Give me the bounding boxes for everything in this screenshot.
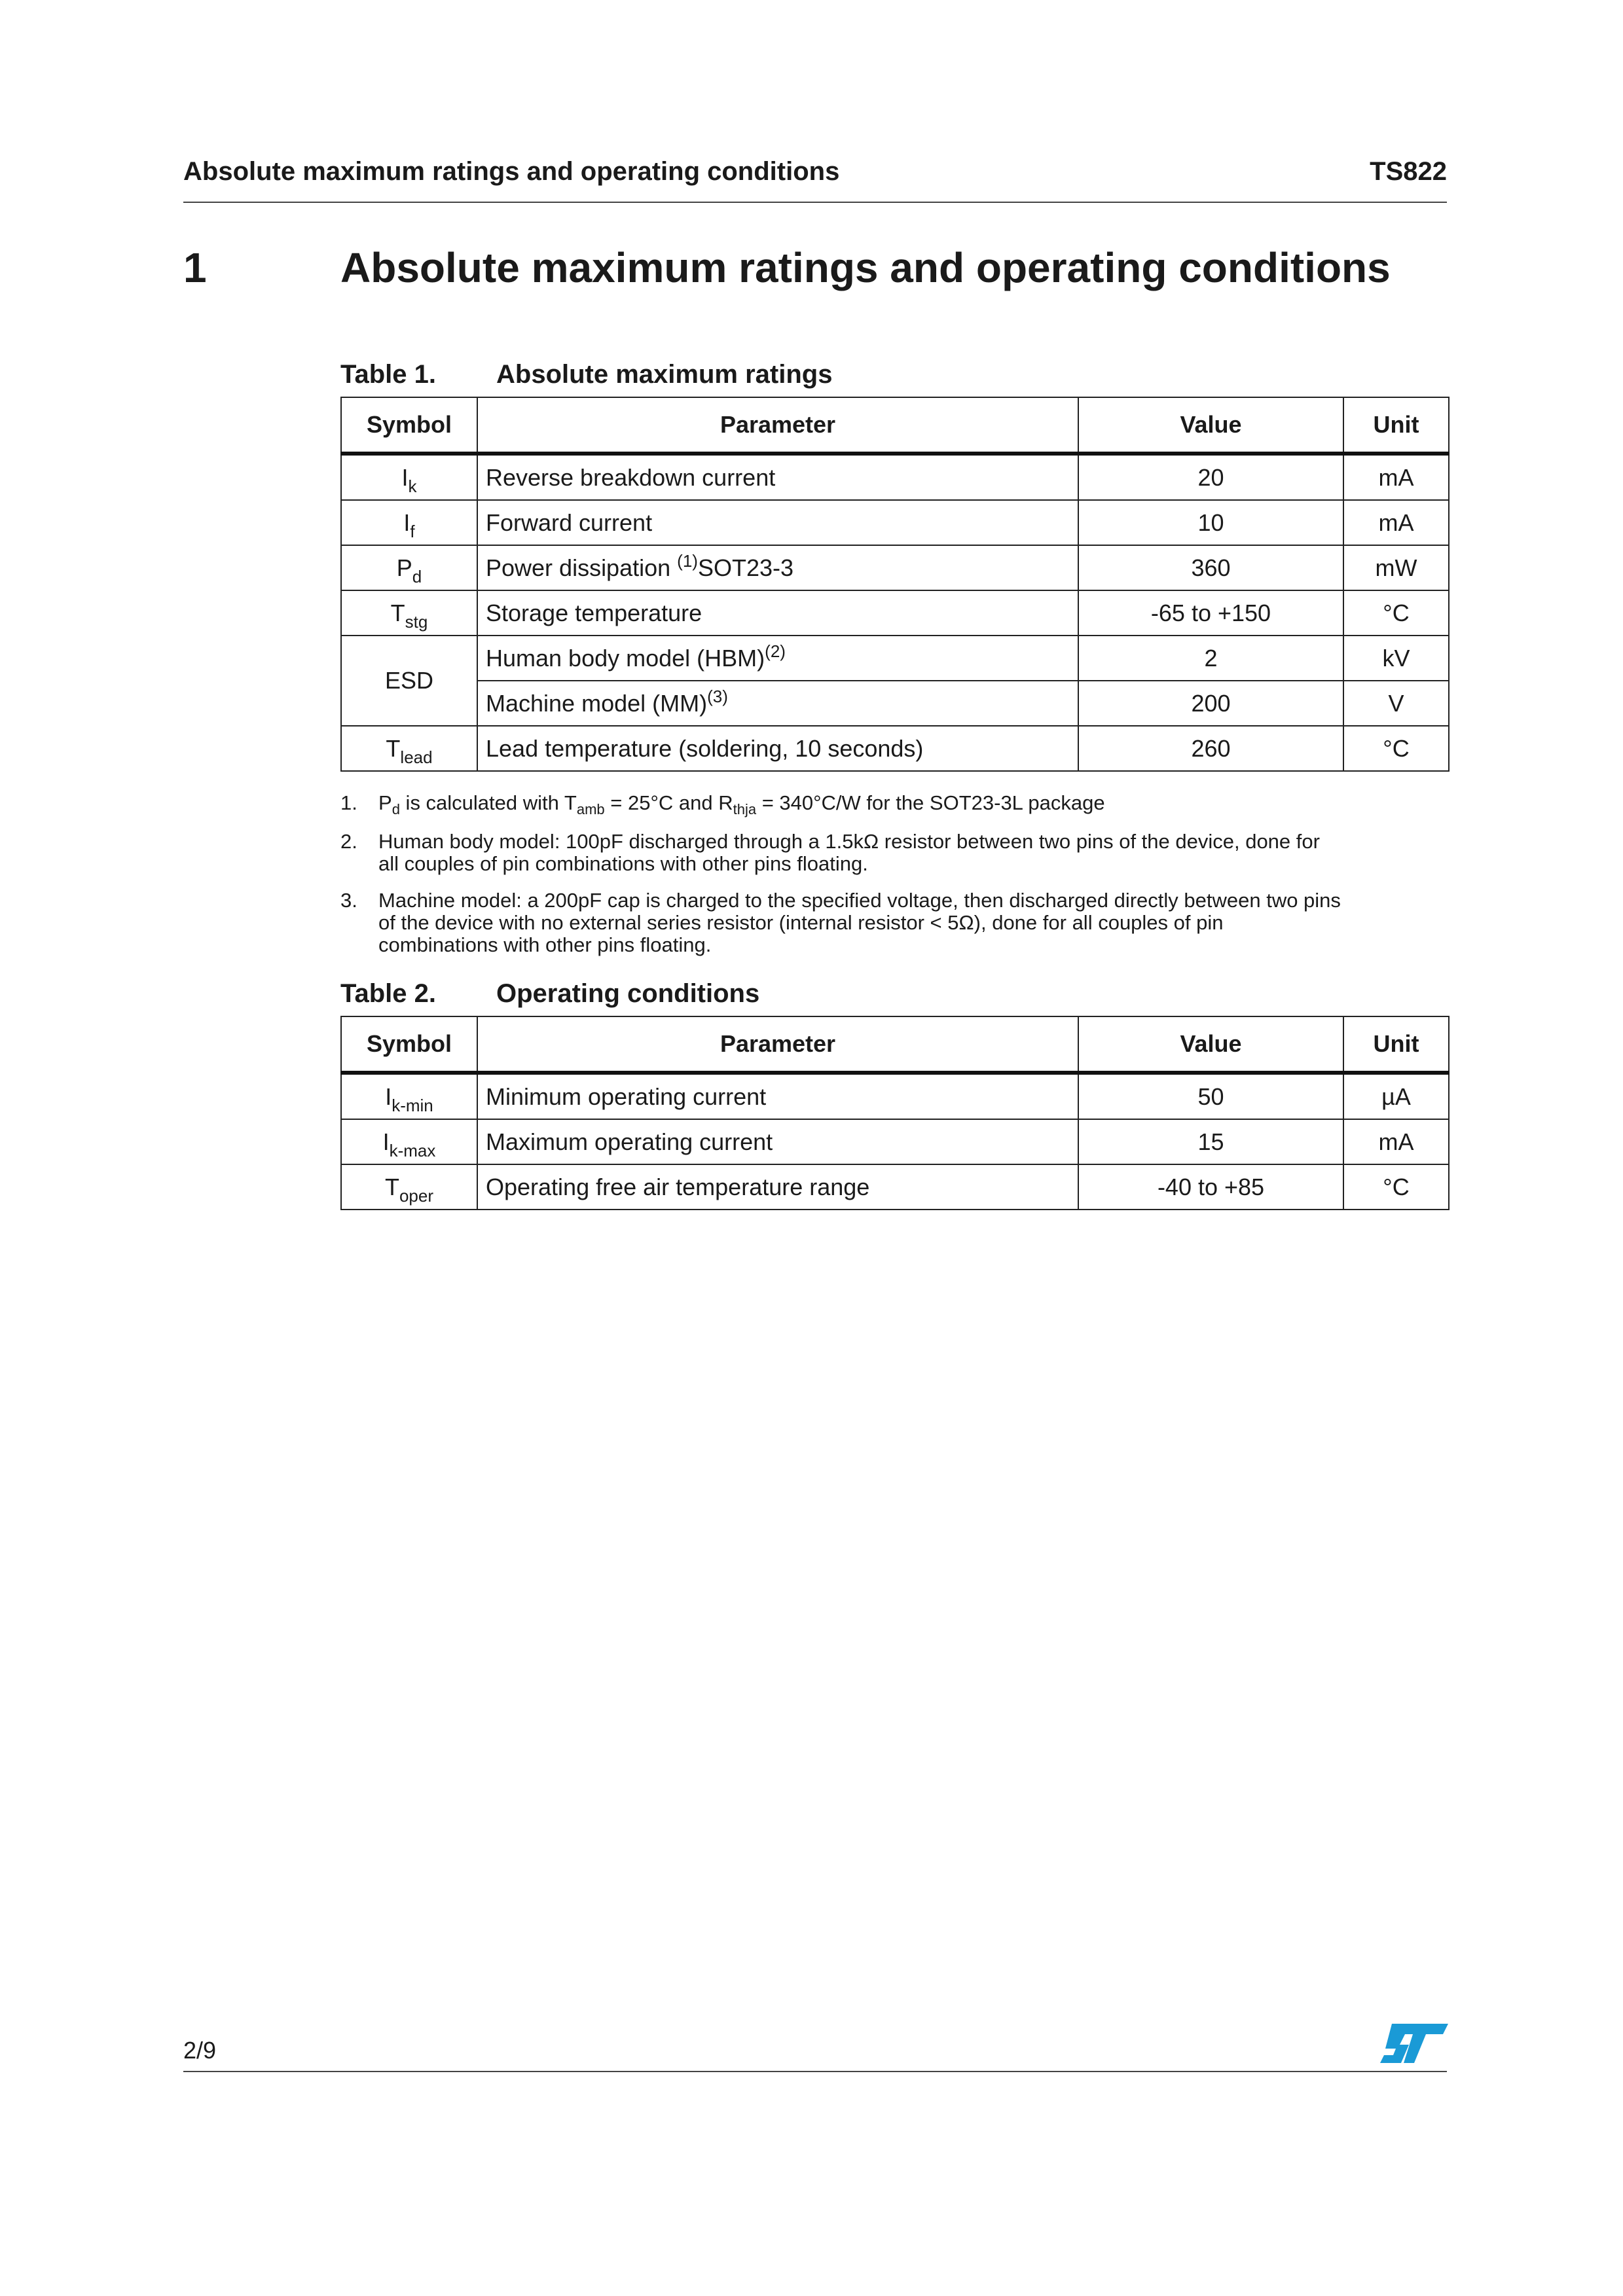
note-1 <box>340 792 1448 816</box>
note-2 <box>340 831 1448 875</box>
unit-cell: kV <box>1343 636 1449 681</box>
symbol-subscript: oper <box>399 1185 434 1206</box>
col-header-value: Value <box>1078 397 1343 454</box>
symbol-subscript: f <box>410 521 415 541</box>
unit-cell: mW <box>1343 545 1449 590</box>
symbol-cell <box>341 500 477 545</box>
parameter-cell <box>477 636 1078 681</box>
value-cell: 260 <box>1078 726 1343 771</box>
parameter-cell: Operating free air temperature range <box>477 1164 1078 1210</box>
symbol-subscript: k-min <box>392 1095 433 1115</box>
footnote-ref: (3) <box>707 686 728 706</box>
symbol-main: I <box>401 463 409 491</box>
part-number: TS822 <box>1370 157 1447 186</box>
symbol-subscript: lead <box>400 747 433 767</box>
note-line: all couples of pin combinations with other pins floating. <box>378 852 868 875</box>
table-row <box>341 1073 1449 1119</box>
note-line: combinations with other pins floating. <box>378 933 712 956</box>
value-cell: 15 <box>1078 1119 1343 1164</box>
parameter-cell: Minimum operating current <box>477 1073 1078 1119</box>
page-number: 2/9 <box>183 2037 217 2064</box>
note-number: 2. <box>340 830 357 853</box>
symbol-main: T <box>384 1173 399 1200</box>
symbol-cell <box>341 1073 477 1119</box>
header-rule <box>183 202 1447 203</box>
unit-cell: °C <box>1343 1164 1449 1210</box>
note-number: 1. <box>340 791 357 814</box>
unit-cell: V <box>1343 681 1449 726</box>
value-cell: 200 <box>1078 681 1343 726</box>
col-header-symbol: Symbol <box>341 1016 477 1073</box>
symbol-cell <box>341 590 477 636</box>
parameter-text: Human body model (HBM) <box>486 644 765 672</box>
symbol-cell <box>341 1164 477 1210</box>
table2-number: Table 2. <box>340 979 436 1008</box>
running-title: Absolute maximum ratings and operating conditions <box>183 157 840 186</box>
unit-cell: mA <box>1343 1119 1449 1164</box>
table-row <box>341 726 1449 771</box>
note-text: = 340°C/W for the SOT23-3L package <box>756 791 1105 814</box>
table1-number: Table 1. <box>340 360 436 389</box>
symbol-cell <box>341 454 477 500</box>
note-line: Machine model: a 200pF cap is charged to the specified voltage, then discharged directly between two pins <box>378 889 1341 912</box>
table1-title: Absolute maximum ratings <box>496 360 833 389</box>
table-row <box>341 545 1449 590</box>
col-header-parameter: Parameter <box>477 397 1078 454</box>
note-number: 3. <box>340 889 357 912</box>
unit-cell: °C <box>1343 726 1449 771</box>
note-line: of the device with no external series resistor (internal resistor < 5Ω), done for all couples of pin <box>378 911 1224 934</box>
symbol-main: I <box>403 509 410 536</box>
col-header-symbol: Symbol <box>341 397 477 454</box>
st-logo-icon <box>1380 2022 1448 2064</box>
note-3 <box>340 889 1448 956</box>
table-row <box>341 590 1449 636</box>
value-cell: -65 to +150 <box>1078 590 1343 636</box>
unit-cell: µA <box>1343 1073 1449 1119</box>
parameter-package: SOT23-3 <box>697 554 793 581</box>
symbol-main: P <box>396 554 412 581</box>
col-header-unit: Unit <box>1343 1016 1449 1073</box>
col-header-value: Value <box>1078 1016 1343 1073</box>
symbol-main: T <box>390 599 405 626</box>
table-row <box>341 636 1449 681</box>
parameter-cell: Maximum operating current <box>477 1119 1078 1164</box>
footnote-ref: (1) <box>677 550 698 571</box>
symbol-main: I <box>385 1083 392 1110</box>
section-title: Absolute maximum ratings and operating conditions <box>340 244 1391 291</box>
table2-caption <box>340 979 759 1009</box>
parameter-cell: Reverse breakdown current <box>477 454 1078 500</box>
running-header <box>183 157 1447 204</box>
parameter-cell: Forward current <box>477 500 1078 545</box>
note-text: = 25°C and R <box>604 791 733 814</box>
symbol-subscript: k-max <box>389 1140 436 1160</box>
unit-cell: mA <box>1343 500 1449 545</box>
value-cell: 10 <box>1078 500 1343 545</box>
table-header-row <box>341 1016 1449 1073</box>
parameter-text: Power dissipation <box>486 554 678 581</box>
symbol-cell <box>341 545 477 590</box>
operating-conditions-table <box>340 1016 1450 1210</box>
symbol-cell <box>341 726 477 771</box>
table1-notes <box>340 792 1448 971</box>
value-cell: 20 <box>1078 454 1343 500</box>
note-line: Human body model: 100pF discharged through a 1.5kΩ resistor between two pins of the device, done for <box>378 830 1320 853</box>
value-cell: 50 <box>1078 1073 1343 1119</box>
symbol-subscript: k <box>408 476 417 496</box>
note-subscript: thja <box>733 801 757 817</box>
value-cell: -40 to +85 <box>1078 1164 1343 1210</box>
parameter-cell <box>477 545 1078 590</box>
parameter-cell: Lead temperature (soldering, 10 seconds) <box>477 726 1078 771</box>
table2-title: Operating conditions <box>496 979 760 1008</box>
parameter-text: Machine model (MM) <box>486 689 708 717</box>
st-logo-shape <box>1380 2024 1448 2063</box>
symbol-subscript: d <box>412 566 422 586</box>
table-row <box>341 1119 1449 1164</box>
footer-rule <box>183 2071 1447 2072</box>
table-row <box>341 500 1449 545</box>
table-row <box>341 1164 1449 1210</box>
table-row <box>341 454 1449 500</box>
col-header-parameter: Parameter <box>477 1016 1078 1073</box>
table-row <box>341 681 1449 726</box>
unit-cell: °C <box>1343 590 1449 636</box>
col-header-unit: Unit <box>1343 397 1449 454</box>
parameter-cell <box>477 681 1078 726</box>
table-header-row <box>341 397 1449 454</box>
symbol-cell: ESD <box>341 636 477 726</box>
footnote-ref: (2) <box>765 641 786 661</box>
section-number: 1 <box>183 244 207 291</box>
unit-cell: mA <box>1343 454 1449 500</box>
value-cell: 360 <box>1078 545 1343 590</box>
symbol-main: T <box>386 734 401 762</box>
note-subscript: d <box>392 801 400 817</box>
parameter-cell: Storage temperature <box>477 590 1078 636</box>
note-subscript: amb <box>576 801 605 817</box>
note-text: is calculated with T <box>399 791 577 814</box>
table1-caption <box>340 360 832 389</box>
symbol-cell <box>341 1119 477 1164</box>
note-text: P <box>378 791 392 814</box>
value-cell: 2 <box>1078 636 1343 681</box>
absolute-max-ratings-table <box>340 397 1450 772</box>
symbol-subscript: stg <box>405 611 428 632</box>
symbol-main: I <box>382 1128 390 1155</box>
